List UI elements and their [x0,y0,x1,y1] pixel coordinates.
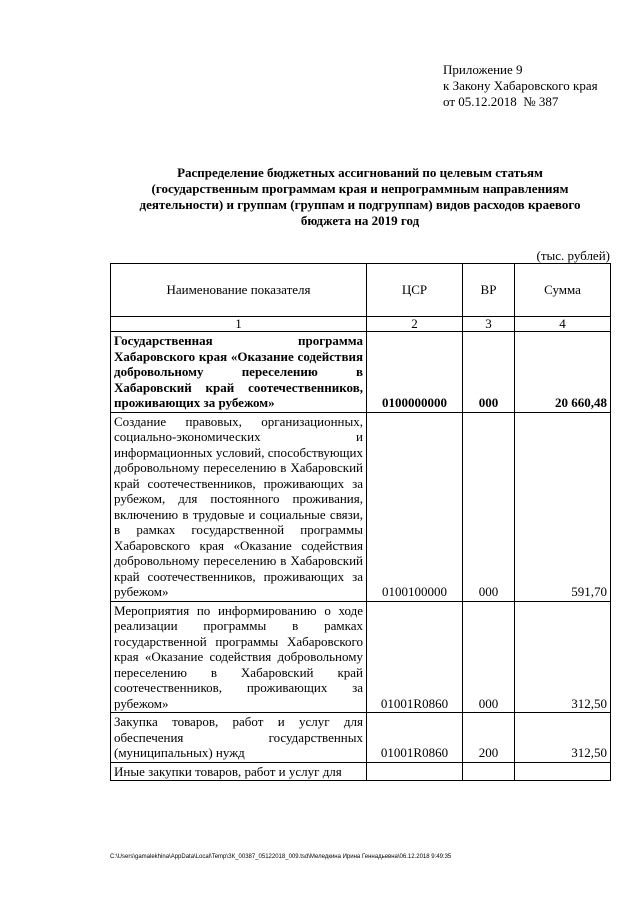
title-line-2: (государственным программам края и непрограммным направлениям [151,181,569,196]
row-sum: 312,50 [515,713,611,763]
table-row [111,601,611,713]
row-name: Создание правовых, организационных, социально-экономических и информационных условий, способствующих добровольному переселению в Хабаровский край соотечественников, проживающих за рубежом, для постоянного проживания, включению в трудовые и социальные связи, в рамках государственной программы Хабаровского края «Оказание содействия добровольному переселению в Хабаровский край соотечественников, проживающих за рубежом» [111,412,367,601]
row-sum: 591,70 [515,412,611,601]
row-vr: 000 [463,601,515,713]
row-csr: 0100100000 [367,412,463,601]
row-sum: 312,50 [515,601,611,713]
header-name: Наименование показателя [111,264,367,317]
budget-table [110,263,611,781]
appendix-line-1: Приложение 9 [443,62,523,77]
col-number-1: 1 [111,317,367,332]
column-number-row [111,317,611,332]
col-number-3: 3 [463,317,515,332]
row-name: Иные закупки товаров, работ и услуг для [111,762,367,781]
title-line-4: бюджета на 2019 год [300,213,420,228]
row-sum: 20 660,48 [515,332,611,413]
file-path-footer: C:\Users\gamalekhina\AppData\Local\Temp\ЗК_00387_05122018_009.tsd\Меледкина Ирина Геннадьевна\06.12.2018 9:49:35 [110,854,452,860]
row-vr: 000 [463,412,515,601]
row-name: Закупка товаров, работ и услуг для обеспечения государственных (муниципальных) нужд [111,713,367,763]
row-csr: 01001R0860 [367,601,463,713]
appendix-block [443,62,598,110]
units-label: (тыс. рублей) [536,248,610,263]
table-row [111,762,611,781]
header-sum: Сумма [515,264,611,317]
document-title [110,165,610,229]
col-number-2: 2 [367,317,463,332]
title-line-3: деятельности) и группам (группам и подгруппам) видов расходов краевого [139,197,581,212]
appendix-line-2: к Закону Хабаровского края [443,78,598,93]
header-row [111,264,611,317]
row-name: Мероприятия по информированию о ходе реализации программы в рамках государственной программы Хабаровского края «Оказание содействия добровольному переселению в Хабаровский край соотечественников, проживающих за рубежом» [111,601,367,713]
row-vr: 200 [463,713,515,763]
table-row [111,332,611,413]
row-csr: 01001R0860 [367,713,463,763]
header-csr: ЦСР [367,264,463,317]
row-sum [515,762,611,781]
header-vr: ВР [463,264,515,317]
table-row [111,412,611,601]
col-number-4: 4 [515,317,611,332]
table-row [111,713,611,763]
row-vr [463,762,515,781]
row-csr [367,762,463,781]
appendix-line-3: от 05.12.2018 № 387 [443,94,559,109]
row-name: Государственная программа Хабаровского края «Оказание содействия добровольному переселению в Хабаровский край соотечественников, проживающих за рубежом» [111,332,367,413]
row-vr: 000 [463,332,515,413]
title-line-1: Распределение бюджетных ассигнований по целевым статьям [177,165,543,180]
row-csr: 0100000000 [367,332,463,413]
